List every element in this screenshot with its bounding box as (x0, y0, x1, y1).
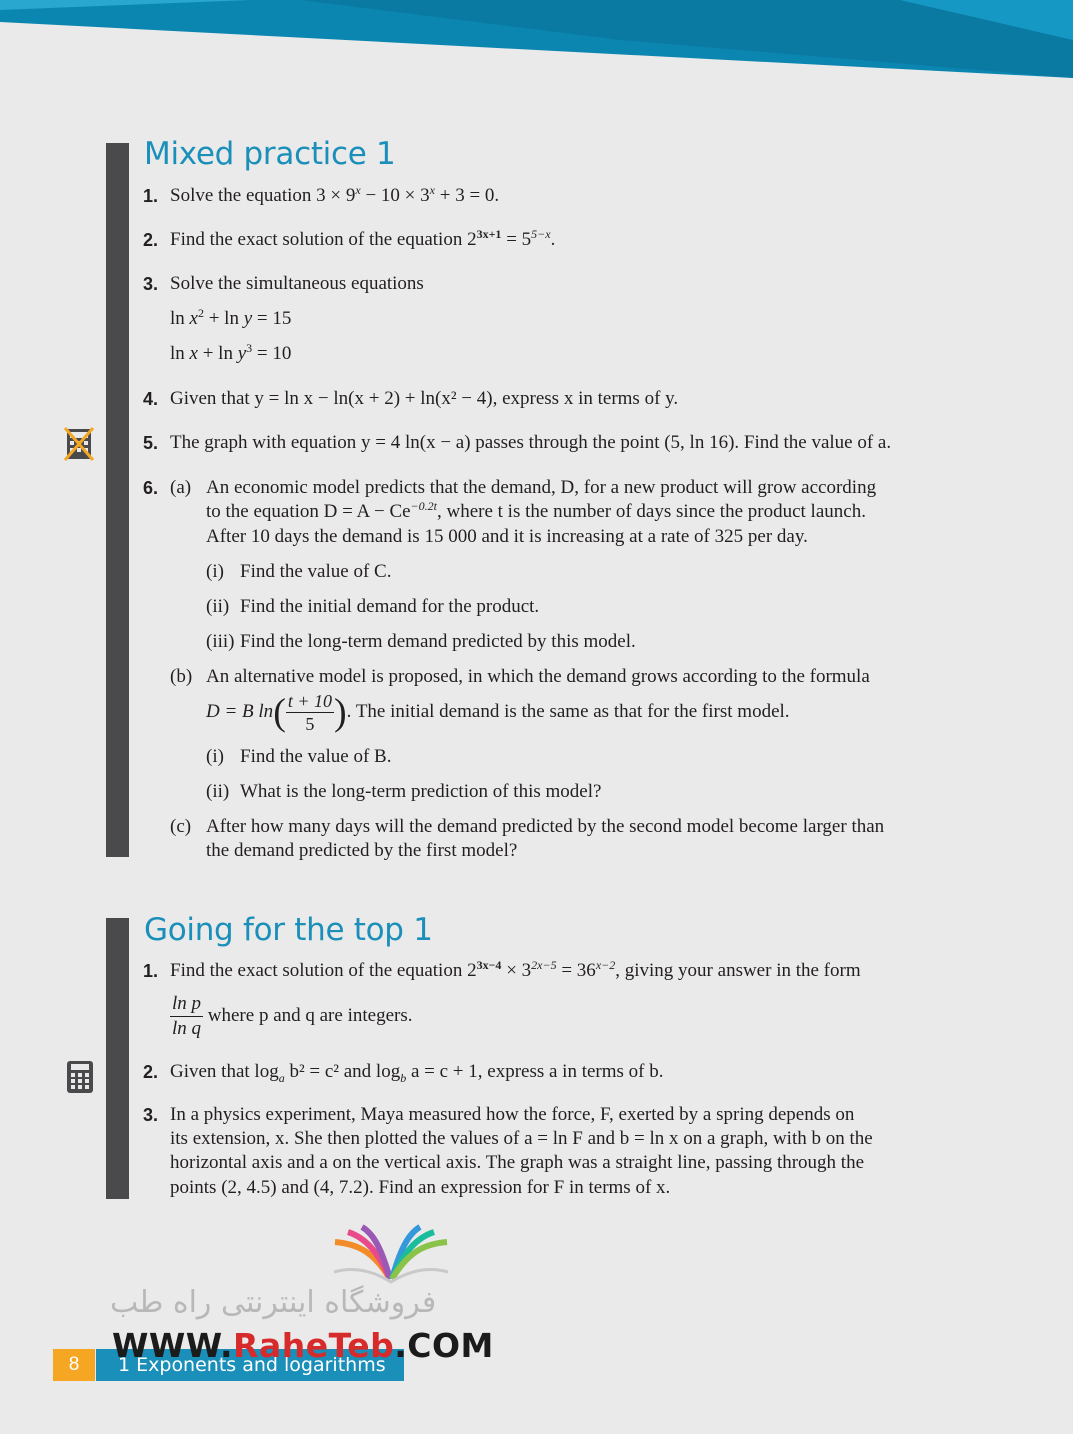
no-calculator-icon (63, 426, 95, 462)
question-text: Solve the equation $3 \times 9^x - 10 \times 3^x + 3 = 0$. (170, 183, 500, 206)
equation-line: $\ln x + \ln y^3 = 10$ (170, 341, 292, 364)
subpart-text: Find the initial demand for the product. (240, 596, 540, 617)
question-number: 2. (143, 230, 159, 250)
question-number: 3. (143, 274, 159, 294)
equation-line: $\ln x^2 + \ln y = 15$ (170, 306, 292, 329)
chapter-title: 1 Exponents and logarithms (96, 1349, 404, 1381)
question-text: The graph with equation y = 4 ln(x − a) passes through the point (5, ln 16). Find the value of a. (170, 432, 892, 453)
question-text: Find the exact solution of the equation $2^{3x-4} \times 3^{2x-5} = 36^{x-2}$, giving your answer in the form (170, 958, 861, 981)
question-number: 5. (143, 433, 159, 453)
subpart-text: Find the value of C. (240, 561, 392, 582)
watermark-persian: فروشگاه اینترنتی راه طب (110, 1285, 437, 1320)
question-text: In a physics experiment, Maya measured how the force, F, exerted by a spring depends on (170, 1104, 855, 1125)
question-number: 1. (143, 961, 159, 981)
question-number: 2. (143, 1062, 159, 1082)
page-number: 8 (53, 1349, 95, 1381)
question-number: 1. (143, 186, 159, 206)
question-text: An economic model predicts that the demand, D, for a new product will grow according (206, 477, 877, 498)
going-for-top-title: Going for the top 1 (144, 912, 433, 948)
part-label: (b) (170, 666, 193, 687)
formula-line: D = B ln( $\frac{t + 10}{5}$ ). The initial demand is the same as that for the first model. (206, 691, 790, 735)
fraction-line: $\frac{\text{ln p}}{\text{ln q}}$ where p and q are integers. (172, 993, 413, 1039)
going-for-top-bar (106, 918, 129, 1199)
top-banner (0, 0, 1073, 80)
part-label: (a) (170, 477, 192, 498)
subpart-label: (i) (206, 561, 224, 582)
subpart-text: Find the long-term demand predicted by this model. (240, 631, 636, 652)
question-text: Find the exact solution of the equation $2^{3x+1} = 5^{5-x}$. (170, 227, 556, 250)
question-text: An alternative model is proposed, in which the demand grows according to the formula (206, 666, 870, 687)
part-label: (c) (170, 816, 192, 837)
subpart-text: What is the long-term prediction of this model? (240, 781, 602, 802)
subpart-text: Find the value of B. (240, 746, 392, 767)
question-text: Given that y = ln x − ln(x + 2) + ln(x² − 4), express x in terms of y. (170, 388, 679, 409)
mixed-practice-title: Mixed practice 1 (144, 136, 396, 172)
question-text: Given that $\log_a b^2 = c^2$ and $\log_b a = c + 1$, express a in terms of b. (170, 1061, 664, 1085)
subpart-label: (iii) (206, 631, 235, 652)
question-text: the demand predicted by the first model? (206, 840, 518, 861)
question-text: After how many days will the demand predicted by the second model become larger than (206, 816, 885, 837)
question-number: 6. (143, 478, 159, 498)
question-number: 4. (143, 389, 159, 409)
subpart-label: (ii) (206, 781, 230, 802)
question-text: points (2, 4.5) and (4, 7.2). Find an expression for F in terms of x. (170, 1177, 671, 1198)
calculator-icon (66, 1060, 94, 1094)
subpart-label: (i) (206, 746, 224, 767)
question-text: horizontal axis and a on the vertical axis. The graph was a straight line, passing through the (170, 1152, 865, 1173)
question-text: Solve the simultaneous equations (170, 273, 424, 294)
book-logo-icon (330, 1224, 452, 1284)
watermark-url: WWW.RaheTeb.COM (112, 1326, 494, 1365)
question-text: to the equation $D = A - Ce^{-0.2t}$, where t is the number of days since the product launch. (206, 499, 866, 522)
question-text: After 10 days the demand is 15 000 and it is increasing at a rate of 325 per day. (206, 526, 808, 547)
subpart-label: (ii) (206, 596, 230, 617)
question-number: 3. (143, 1105, 159, 1125)
question-text: its extension, x. She then plotted the values of a = ln F and b = ln x on a graph, with b on the (170, 1128, 873, 1149)
mixed-practice-bar (106, 143, 129, 857)
